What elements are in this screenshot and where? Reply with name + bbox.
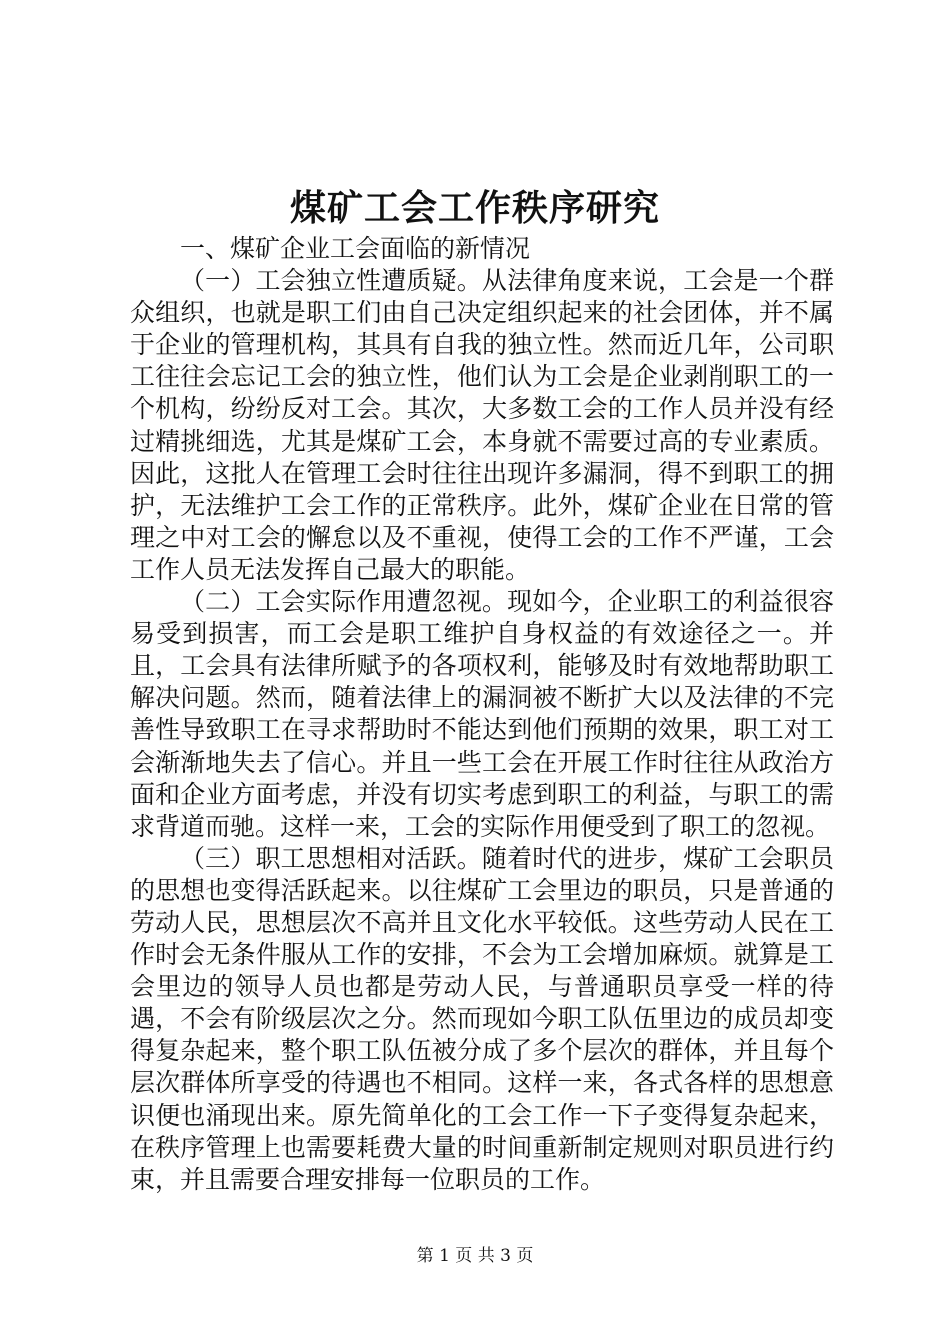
paragraph-2: （二）工会实际作用遭忽视。现如今，企业职工的利益很容易受到损害，而工会是职工维护自身权益的有效途径之一。并且，工会具有法律所赋予的各项权利，能够及时有效地帮助职工解决问题。然而，随着法律上的漏洞被不断扩大以及法律的不完善性导致职工在寻求帮助时不能达到他们预期的效果，职工对工会渐渐地失去了信心。并且一些工会在开展工作时往往从政治方面和企业方面考虑，并没有切实考虑到职工的利益，与职工的需求背道而驰。这样一来，工会的实际作用便受到了职工的忽视。 — [130, 587, 834, 841]
document-body — [130, 233, 834, 1196]
paragraph-1: （一）工会独立性遭质疑。从法律角度来说，工会是一个群众组织，也就是职工们由自己决定组织起来的社会团体，并不属于企业的管理机构，其具有自我的独立性。然而近几年，公司职工往往会忘记工会的独立性，他们认为工会是企业剥削职工的一个机构，纷纷反对工会。其次，大多数工会的工作人员并没有经过精挑细选，尤其是煤矿工会，本身就不需要过高的专业素质。因此，这批人在管理工会时往往出现许多漏洞，得不到职工的拥护，无法维护工会工作的正常秩序。此外，煤矿企业在日常的管理之中对工会的懈怠以及不重视，使得工会的工作不严谨，工会工作人员无法发挥自己最大的职能。 — [130, 266, 834, 584]
section-heading: 一、煤矿企业工会面临的新情况 — [180, 234, 531, 263]
page-footer: 第 1 页 共 3 页 — [416, 1246, 534, 1266]
paragraph-3: （三）职工思想相对活跃。随着时代的进步，煤矿工会职员的思想也变得活跃起来。以往煤矿工会里边的职员，只是普通的劳动人民，思想层次不高并且文化水平较低。这些劳动人民在工作时会无条件服从工作的安排，不会为工会增加麻烦。就算是工会里边的领导人员也都是劳动人民，与普通职员享受一样的待遇，不会有阶级层次之分。然而现如今职工队伍里边的成员却变得复杂起来，整个职工队伍被分成了多个层次的群体，并且每个层次群体所享受的待遇也不相同。这样一来，各式各样的思想意识便也涌现出来。原先简单化的工会工作一下子变得复杂起来，在秩序管理上也需要耗费大量的时间重新制定规则对职员进行约束，并且需要合理安排每一位职员的工作。 — [130, 843, 834, 1194]
document-title: 煤矿工会工作秩序研究 — [289, 187, 660, 229]
